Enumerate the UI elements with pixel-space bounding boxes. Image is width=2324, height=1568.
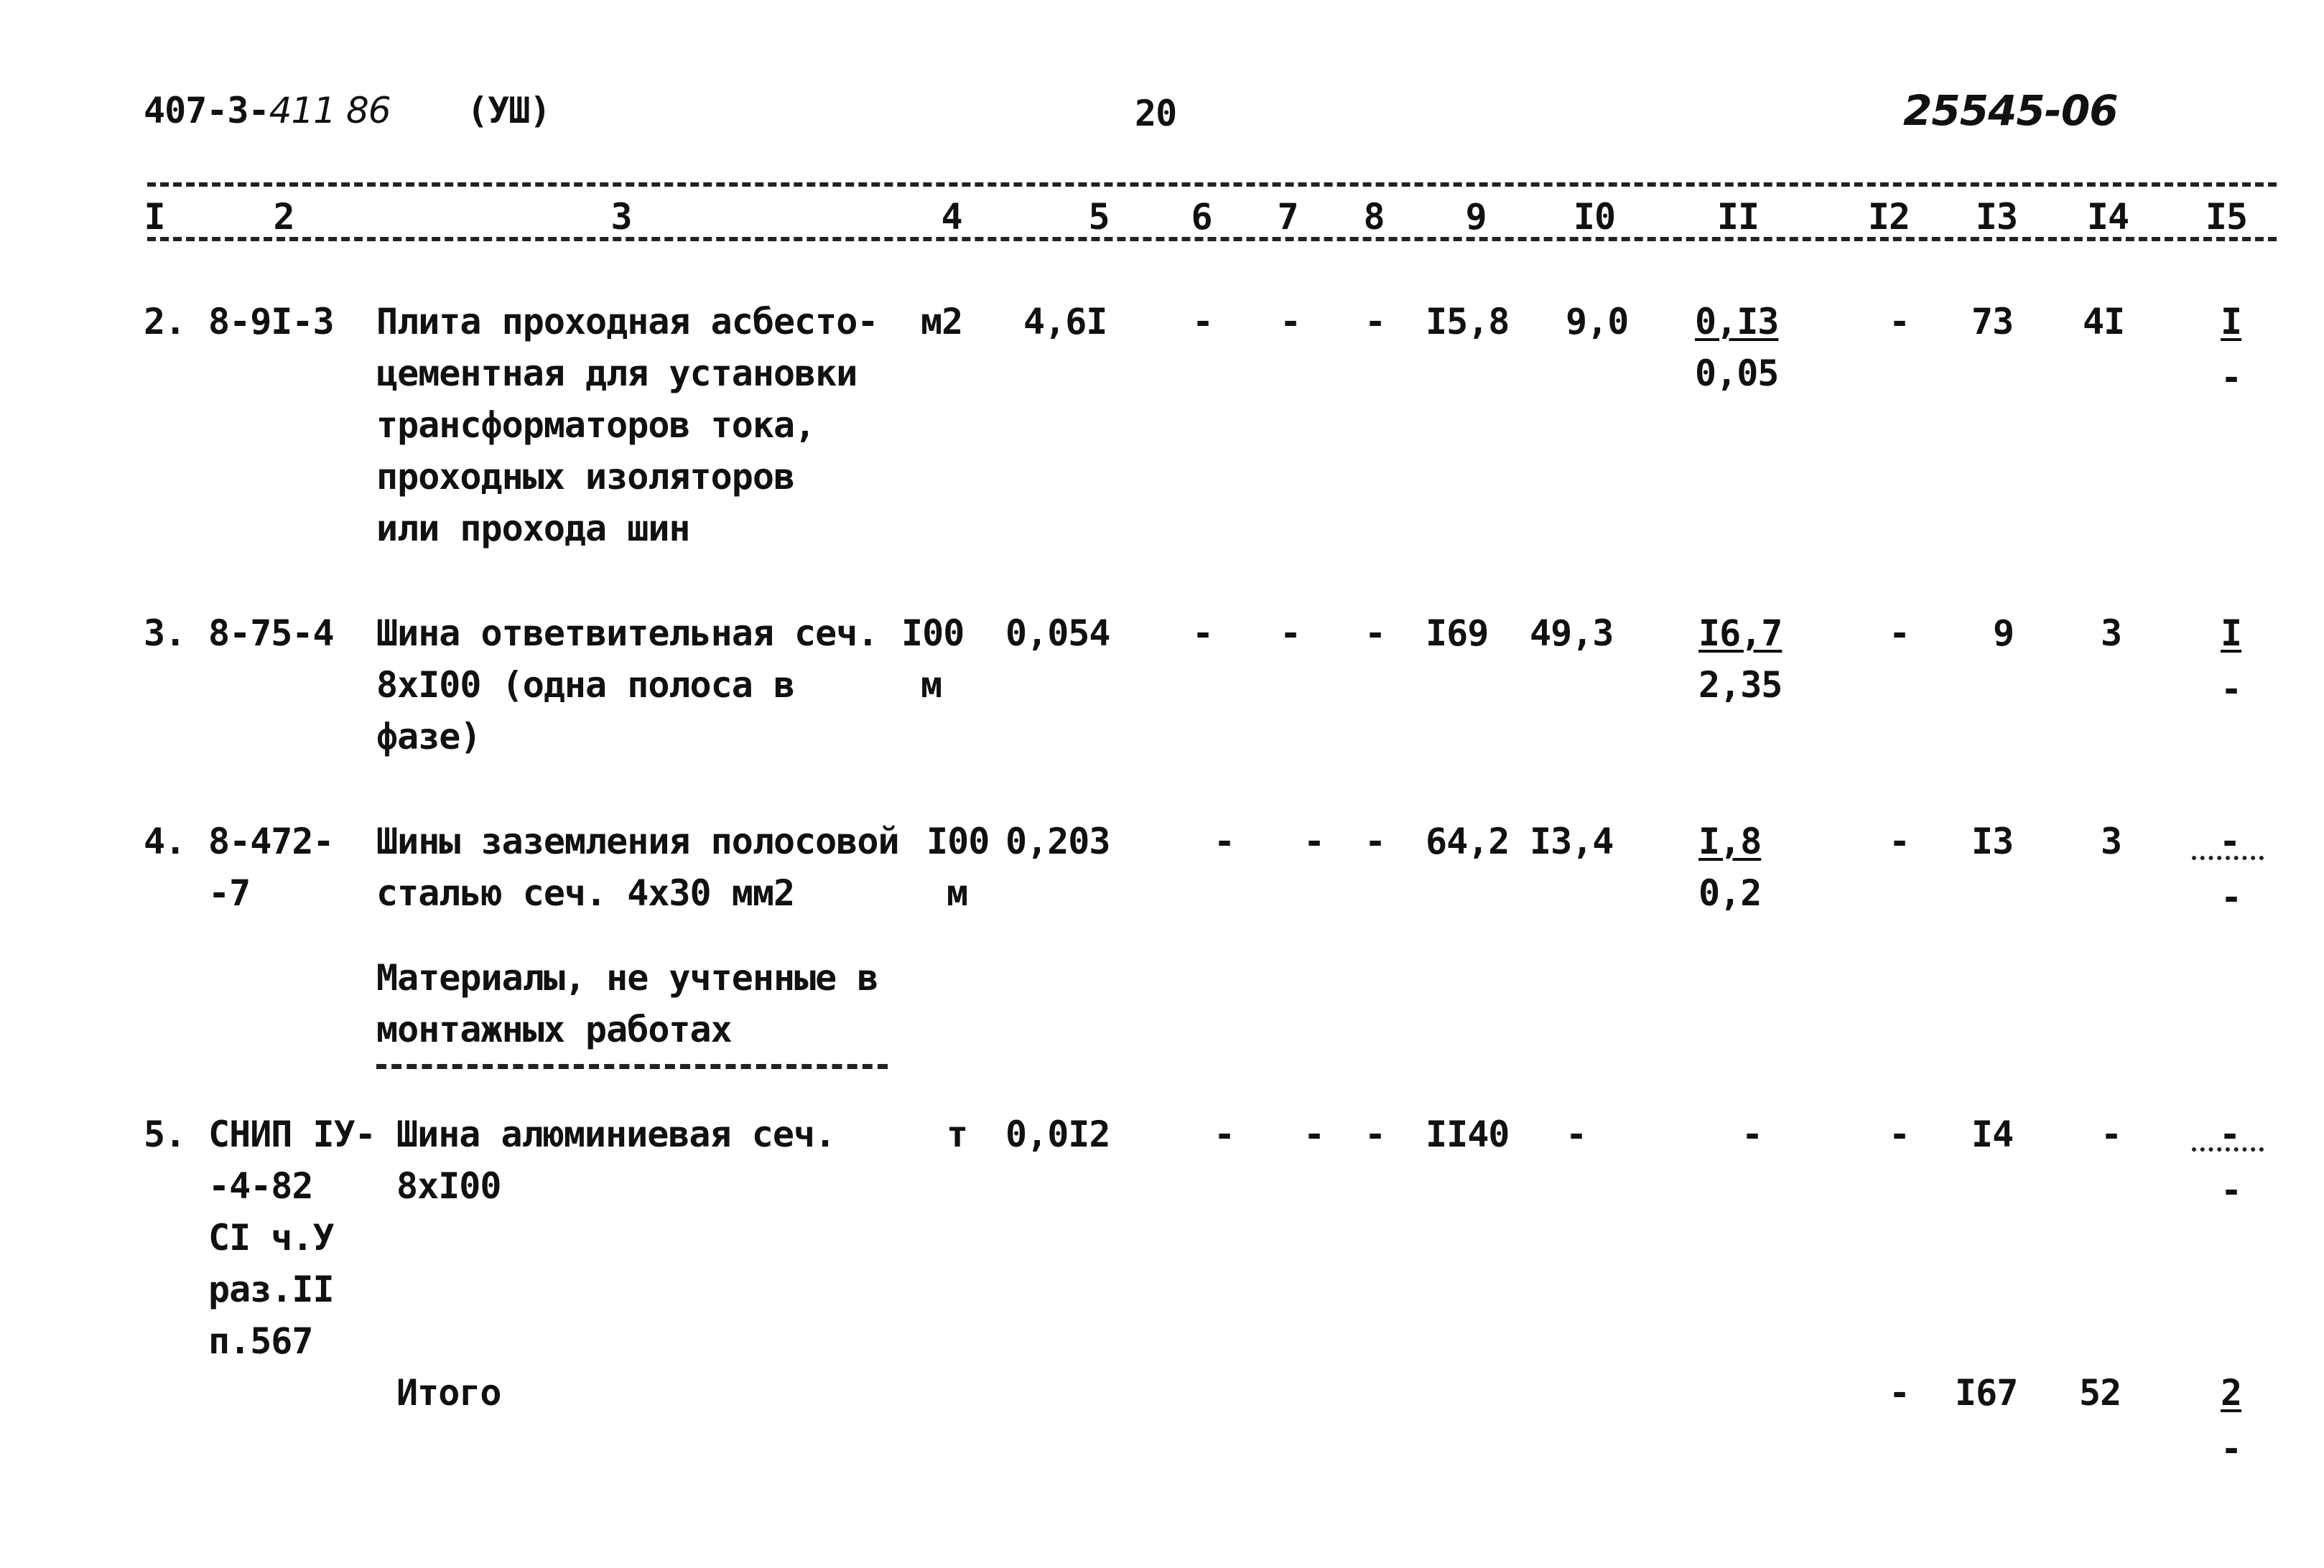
col9-value: I5,8: [1426, 301, 1510, 342]
col13-value: 9: [1993, 612, 2014, 654]
header-bottom-rule: [147, 237, 2277, 241]
col9-value: II40: [1426, 1114, 1510, 1155]
col14-value: -: [2101, 1114, 2122, 1155]
column-number: 6: [1191, 196, 1212, 238]
col14-value: 4I: [2083, 301, 2125, 342]
col8-value: -: [1365, 821, 1386, 862]
col12-value: -: [1889, 1372, 1910, 1414]
col15-top: -: [2219, 821, 2241, 862]
col8-value: -: [1365, 1114, 1386, 1155]
col11-top: I6,7: [1698, 612, 1782, 654]
col15-bottom: -: [2221, 1428, 2242, 1470]
col15-top: 2: [2221, 1372, 2242, 1414]
item-name-line: 8xI00: [396, 1165, 501, 1207]
col6-value: -: [1214, 821, 1235, 862]
unit: т: [947, 1114, 968, 1155]
column-number: 4: [941, 196, 962, 238]
unit: I00: [901, 612, 965, 654]
column-number: I4: [2086, 196, 2129, 238]
col8-value: -: [1365, 301, 1386, 342]
item-name-line: Шина алюминиевая сеч.: [396, 1114, 836, 1155]
item-name-line: или прохода шин: [376, 508, 690, 549]
column-number: 8: [1363, 196, 1385, 238]
rate-code: СНИП IУ-: [208, 1114, 376, 1155]
subheading-line: монтажных работах: [376, 1009, 732, 1050]
col14-value: 52: [2079, 1372, 2121, 1414]
page-number: 20: [1135, 93, 1177, 134]
column-number: I2: [1867, 196, 1910, 238]
col13-value: I67: [1955, 1372, 2018, 1414]
col12-value: -: [1889, 612, 1910, 654]
item-name-line: трансформаторов тока,: [376, 404, 816, 446]
column-number: 3: [610, 196, 632, 238]
col13-value: 73: [1971, 301, 2014, 342]
rate-code: -4-82: [208, 1165, 313, 1207]
col13-value: I3: [1971, 821, 2014, 862]
quantity: 0,054: [1005, 612, 1110, 654]
item-name-line: 8xI00 (одна полоса в: [376, 664, 795, 706]
total-label: Итого: [396, 1372, 501, 1414]
col10-value: 49,3: [1530, 612, 1614, 654]
column-number: II: [1716, 196, 1760, 238]
col9-value: 64,2: [1426, 821, 1510, 862]
col7-value: -: [1280, 612, 1301, 654]
sheet-code: 25545-06: [1903, 86, 2118, 135]
row-number: 2.: [144, 301, 186, 342]
col15-bottom: -: [2221, 357, 2242, 398]
column-number: 9: [1465, 196, 1487, 238]
rate-code: раз.II: [208, 1269, 334, 1310]
col12-value: -: [1889, 1114, 1910, 1155]
row-number: 5.: [144, 1114, 186, 1155]
col11-value: -: [1742, 1114, 1763, 1155]
col15-wavy-underline: [2192, 856, 2264, 860]
col10-value: 9,0: [1566, 301, 1629, 342]
rate-code: -7: [208, 872, 251, 914]
row-number: 3.: [144, 612, 186, 654]
header-top-rule: [147, 182, 2277, 187]
item-name-line: сталью сеч. 4x30 мм2: [376, 872, 795, 914]
rate-code: п.567: [208, 1320, 313, 1362]
col6-value: -: [1192, 612, 1214, 654]
unit: I00: [926, 821, 990, 862]
quantity: 0,0I2: [1005, 1114, 1110, 1155]
unit: м: [947, 872, 968, 914]
rate-code: 8-9I-3: [208, 301, 334, 342]
column-number: 7: [1277, 196, 1298, 238]
col11-bottom: 2,35: [1698, 664, 1782, 706]
rate-code: 8-75-4: [208, 612, 334, 654]
col7-value: -: [1303, 1114, 1325, 1155]
col11-bottom: 0,2: [1698, 872, 1762, 914]
column-number: I: [144, 196, 165, 238]
item-name-line: Шина ответвительная сеч.: [376, 612, 878, 654]
unit: м2: [921, 301, 963, 342]
col15-bottom: -: [2221, 877, 2242, 918]
quantity: 0,203: [1005, 821, 1110, 862]
col15-wavy-underline: [2192, 1147, 2264, 1152]
col15-top: I: [2221, 612, 2242, 654]
col11-top: I,8: [1698, 821, 1762, 862]
column-number: I5: [2205, 196, 2248, 238]
col7-value: -: [1280, 301, 1301, 342]
col14-value: 3: [2101, 821, 2122, 862]
col7-value: -: [1303, 821, 1325, 862]
item-name-line: Шины заземления полосовой: [376, 821, 899, 862]
col15-bottom: -: [2221, 668, 2242, 710]
column-number: I3: [1975, 196, 2018, 238]
doc-code-print: 407-3-: [144, 90, 269, 131]
subheading-underline: [376, 1064, 888, 1069]
section-label: (УШ): [467, 90, 551, 131]
unit: м: [921, 664, 942, 706]
item-name-line: Плита проходная асбесто-: [376, 301, 878, 342]
column-number: 2: [273, 196, 294, 238]
rate-code: CI ч.У: [208, 1217, 334, 1259]
col15-top: I: [2221, 301, 2242, 342]
doc-code: [144, 85, 391, 136]
doc-code-handwritten: 411 86: [269, 90, 391, 131]
rate-code: 8-472-: [208, 821, 334, 862]
item-name-line: фазе): [376, 716, 481, 757]
col12-value: -: [1889, 821, 1910, 862]
col15-bottom: -: [2221, 1170, 2242, 1211]
col8-value: -: [1365, 612, 1386, 654]
col11-bottom: 0,05: [1695, 353, 1779, 394]
col14-value: 3: [2101, 612, 2122, 654]
col15-top: -: [2219, 1114, 2241, 1155]
col13-value: I4: [1971, 1114, 2014, 1155]
col6-value: -: [1214, 1114, 1235, 1155]
column-number: I0: [1573, 196, 1616, 238]
col6-value: -: [1192, 301, 1214, 342]
col10-value: -: [1566, 1114, 1587, 1155]
col9-value: I69: [1426, 612, 1489, 654]
quantity: 4,6I: [1023, 301, 1107, 342]
item-name-line: проходных изоляторов: [376, 456, 795, 498]
col10-value: I3,4: [1530, 821, 1614, 862]
item-name-line: цементная для установки: [376, 353, 857, 394]
row-number: 4.: [144, 821, 186, 862]
col11-top: 0,I3: [1695, 301, 1779, 342]
col12-value: -: [1889, 301, 1910, 342]
subheading-line: Материалы, не учтенные в: [376, 957, 878, 999]
column-number: 5: [1088, 196, 1110, 238]
